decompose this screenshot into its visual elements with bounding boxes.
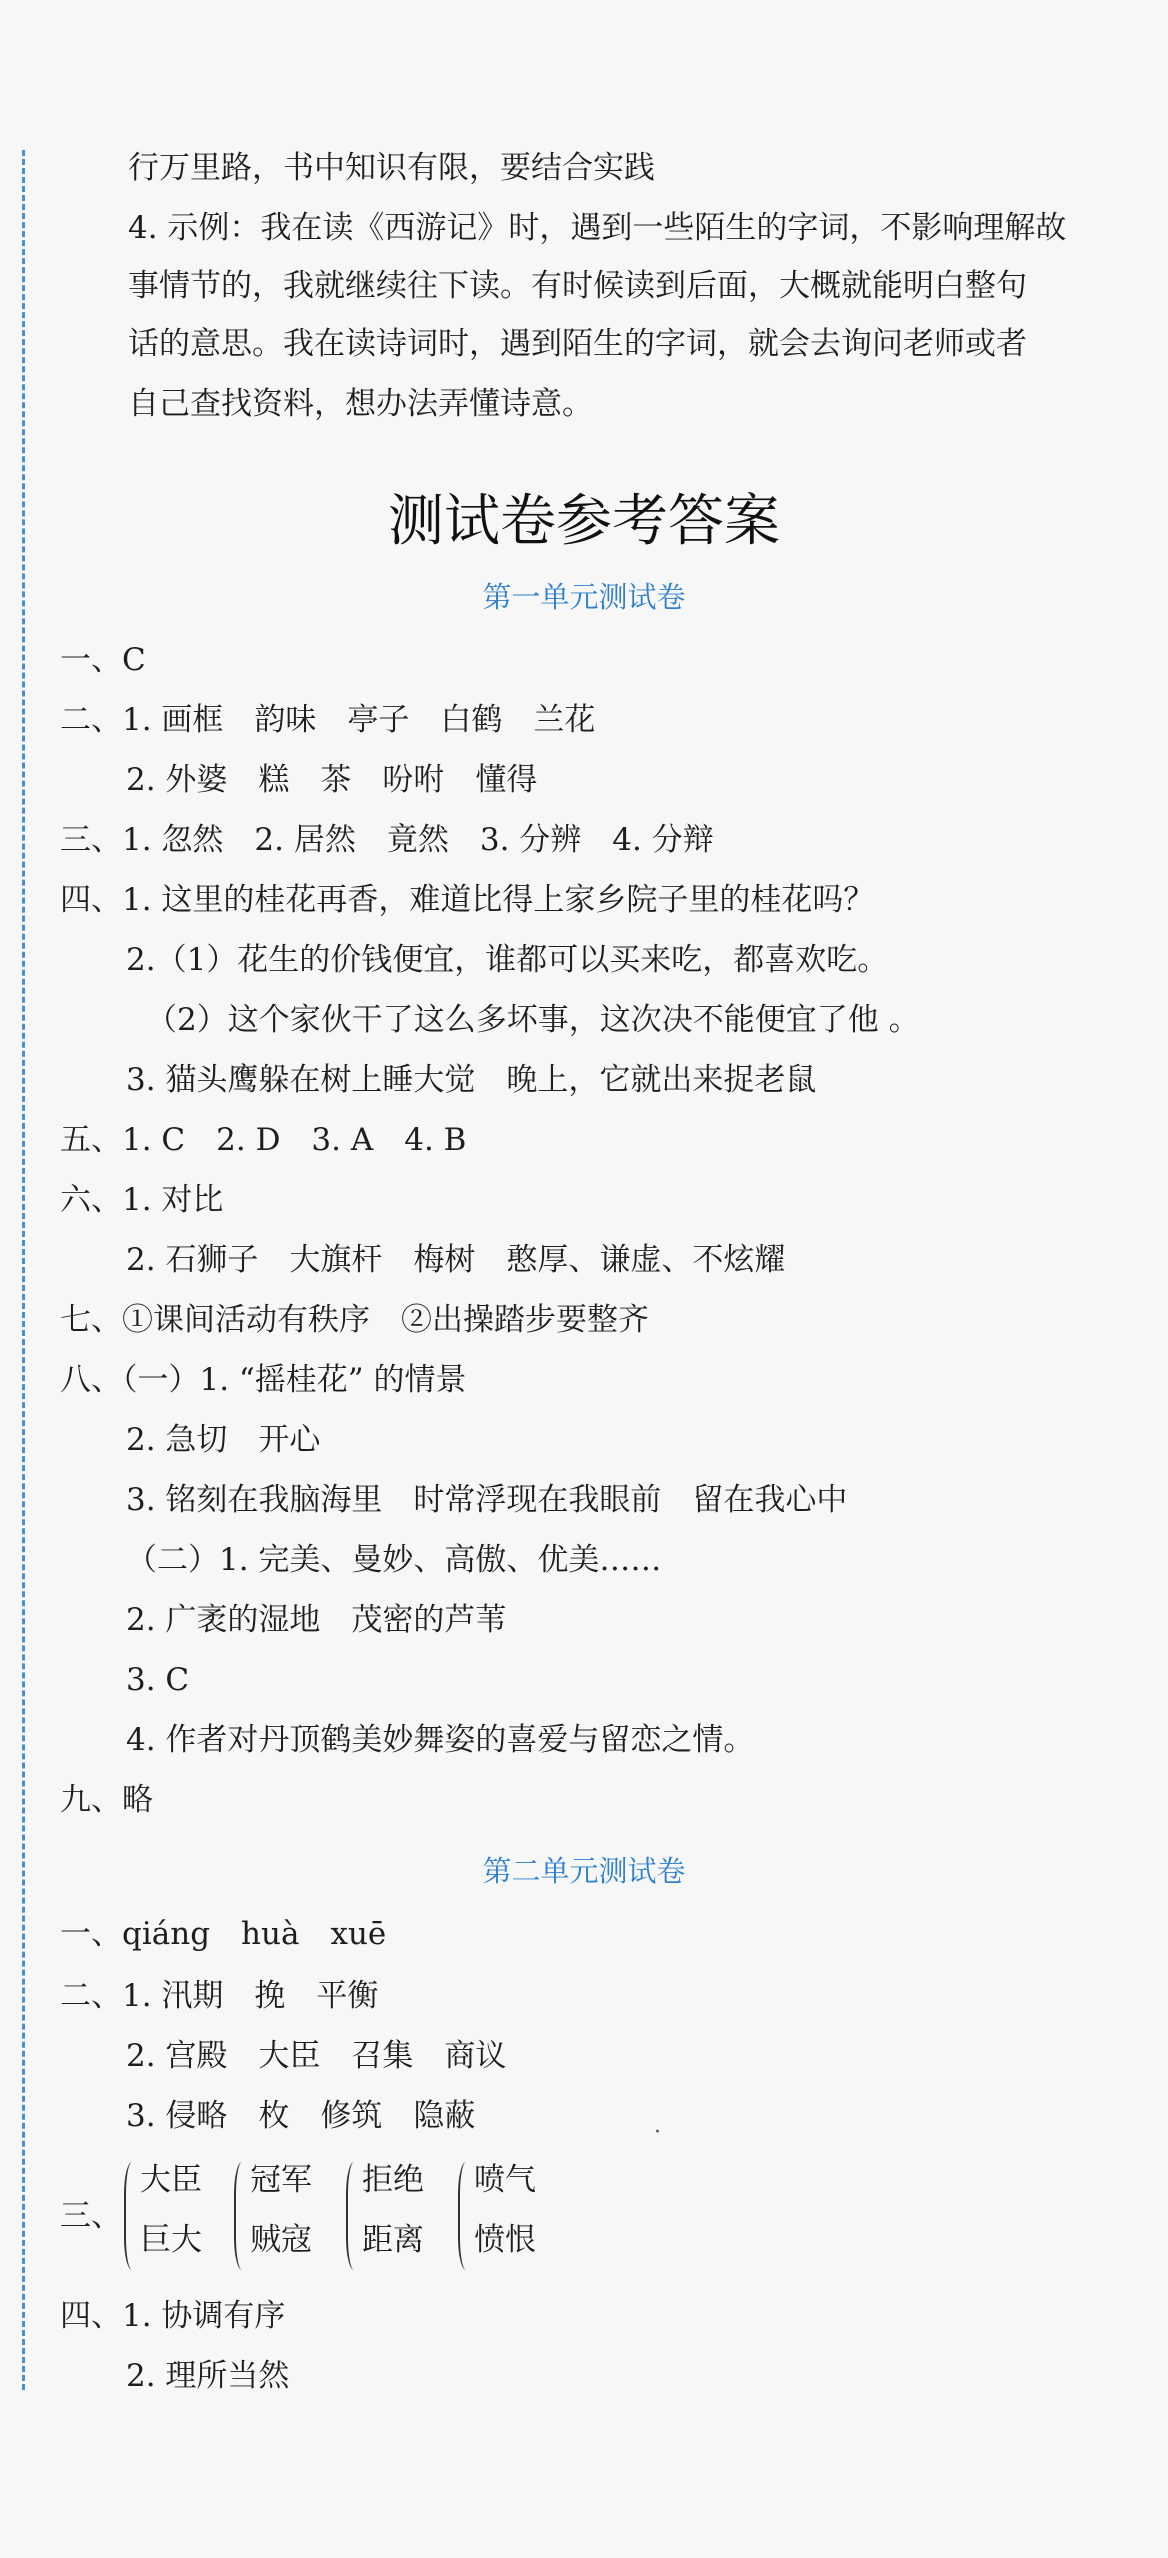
unit1-q6-1: 六、1. 对比 bbox=[60, 1182, 224, 1218]
unit1-q4-2b: （2）这个家伙干了这么多坏事，这次决不能便宜了他 。 bbox=[146, 1002, 920, 1038]
unit2-q3-label: 三、 bbox=[60, 2198, 122, 2234]
unit2-q2-2: 2. 宫殿 大臣 召集 商议 bbox=[126, 2038, 507, 2074]
q3-pair2-top: 冠军 bbox=[250, 2162, 312, 2198]
q3-pair4-bottom: 愤恨 bbox=[474, 2222, 536, 2258]
page-title: 测试卷参考答案 bbox=[388, 489, 780, 554]
unit1-q8-3: 3. 铭刻在我脑海里 时常浮现在我眼前 留在我心中 bbox=[126, 1482, 848, 1518]
brace-1 bbox=[124, 2162, 140, 2270]
unit2-q2-1: 二、1. 汛期 挽 平衡 bbox=[60, 1978, 379, 2014]
brace-3 bbox=[346, 2162, 362, 2270]
q3-pair1-top: 大臣 bbox=[140, 2162, 202, 2198]
stray-dot: · bbox=[654, 2120, 661, 2145]
unit1-q8-part2-3: 3. C bbox=[126, 1662, 190, 1698]
q3-pair4-top: 喷气 bbox=[474, 2162, 536, 2198]
intro-line-5: 自己查找资料，想办法弄懂诗意。 bbox=[128, 386, 593, 422]
brace-4 bbox=[458, 2162, 474, 2270]
binding-margin-line bbox=[22, 150, 25, 2390]
unit1-q4-2: 2.（1）花生的价钱便宜，谁都可以买来吃，都喜欢吃。 bbox=[126, 942, 889, 978]
unit1-q8-2: 2. 急切 开心 bbox=[126, 1422, 321, 1458]
q3-pair2-bottom: 贼寇 bbox=[250, 2222, 312, 2258]
unit1-q8-part2-1: （二）1. 完美、曼妙、高傲、优美…… bbox=[126, 1542, 662, 1578]
unit1-q9: 九、略 bbox=[60, 1782, 153, 1818]
q3-pair3-top: 拒绝 bbox=[362, 2162, 424, 2198]
intro-line-4: 话的意思。我在读诗词时，遇到陌生的字词，就会去询问老师或者 bbox=[128, 326, 1027, 362]
unit1-q7: 七、①课间活动有秩序 ②出操踏步要整齐 bbox=[60, 1302, 649, 1338]
unit1-q8-1: 八、（一）1. “摇桂花” 的情景 bbox=[60, 1362, 467, 1398]
unit1-q8-part2-2: 2. 广袤的湿地 茂密的芦苇 bbox=[126, 1602, 507, 1638]
unit1-q3: 三、1. 忽然 2. 居然 竟然 3. 分辨 4. 分辩 bbox=[60, 822, 714, 858]
intro-line-1: 行万里路，书中知识有限，要结合实践 bbox=[128, 150, 655, 186]
unit1-q2-1: 二、1. 画框 韵味 亭子 白鹤 兰花 bbox=[60, 702, 596, 738]
unit1-q2-2: 2. 外婆 糕 茶 吩咐 懂得 bbox=[126, 762, 538, 798]
q3-pair3-bottom: 距离 bbox=[362, 2222, 424, 2258]
q3-pair1-bottom: 巨大 bbox=[140, 2222, 202, 2258]
intro-line-3: 事情节的，我就继续往下读。有时候读到后面，大概就能明白整句 bbox=[128, 268, 1027, 304]
unit1-title: 第一单元测试卷 bbox=[482, 580, 686, 614]
unit1-q4-1: 四、1. 这里的桂花再香，难道比得上家乡院子里的桂花吗？ bbox=[60, 882, 875, 918]
unit2-q4-1: 四、1. 协调有序 bbox=[60, 2298, 286, 2334]
unit2-q2-3: 3. 侵略 枚 修筑 隐蔽 bbox=[126, 2098, 476, 2134]
unit1-q1: 一、C bbox=[60, 642, 146, 678]
unit1-q4-3: 3. 猫头鹰躲在树上睡大觉 晚上，它就出来捉老鼠 bbox=[126, 1062, 817, 1098]
unit2-q4-2: 2. 理所当然 bbox=[126, 2358, 290, 2394]
unit1-q6-2: 2. 石狮子 大旗杆 梅树 憨厚、谦虚、不炫耀 bbox=[126, 1242, 786, 1278]
unit1-q5: 五、1. C 2. D 3. A 4. B bbox=[60, 1122, 467, 1158]
unit2-q1: 一、qiáng huà xuē bbox=[60, 1916, 387, 1952]
unit1-q8-part2-4: 4. 作者对丹顶鹤美妙舞姿的喜爱与留恋之情。 bbox=[126, 1722, 755, 1758]
brace-2 bbox=[234, 2162, 250, 2270]
unit2-title: 第二单元测试卷 bbox=[482, 1854, 686, 1888]
intro-line-2: 4. 示例：我在读《西游记》时，遇到一些陌生的字词，不影响理解故 bbox=[128, 210, 1067, 246]
